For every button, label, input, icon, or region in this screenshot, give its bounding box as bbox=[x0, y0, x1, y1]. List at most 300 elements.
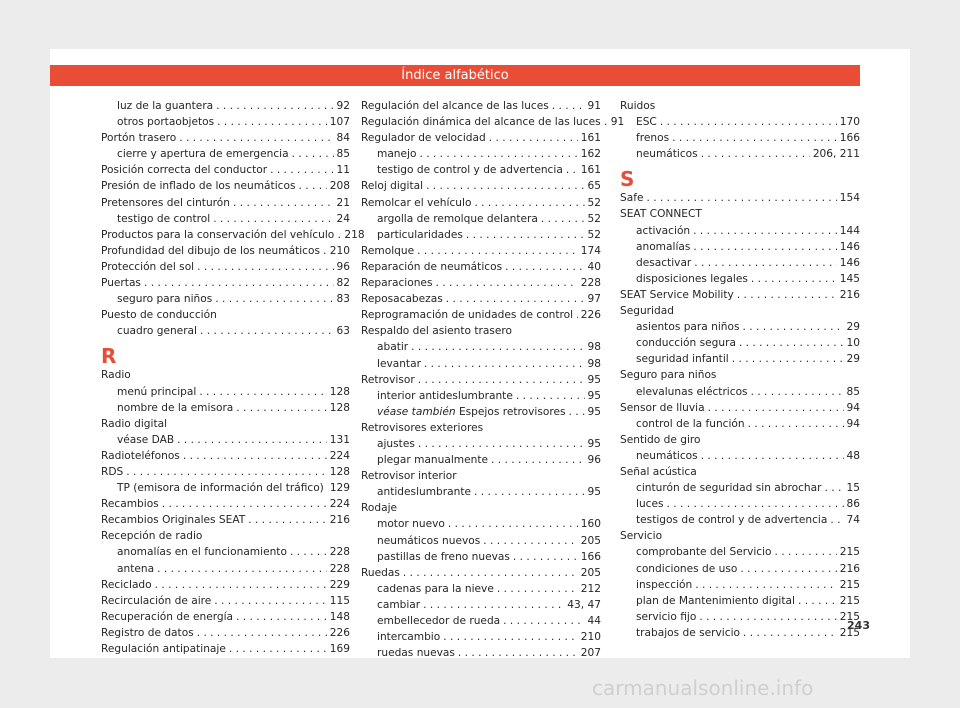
dot-leader bbox=[474, 484, 585, 500]
entry-term: control de la función bbox=[636, 417, 745, 430]
index-subentry bbox=[620, 448, 860, 464]
entry-page: 205 bbox=[580, 534, 601, 547]
entry-page: 216 bbox=[839, 288, 860, 301]
entry-term: cinturón de seguridad sin abrochar bbox=[636, 482, 822, 495]
index-heading: SEAT CONNECT bbox=[620, 208, 702, 221]
entry-page: 24 bbox=[336, 212, 350, 225]
entry-page: 170 bbox=[839, 116, 860, 129]
dot-leader bbox=[541, 211, 585, 227]
see-also-prefix: véase también bbox=[377, 405, 456, 418]
index-entry bbox=[101, 512, 350, 528]
entry-term: Registro de datos bbox=[101, 626, 194, 639]
index-heading: Señal acústica bbox=[620, 465, 697, 478]
index-subentry bbox=[620, 496, 860, 512]
entry-term: anomalías en el funcionamiento bbox=[117, 546, 287, 559]
index-entry bbox=[101, 275, 350, 291]
entry-term: otros portaobjetos bbox=[117, 116, 215, 129]
index-subentry bbox=[361, 339, 601, 355]
entry-term: SEAT Service Mobility bbox=[620, 288, 734, 301]
entry-term: Reloj digital bbox=[361, 180, 424, 193]
entry-term: desactivar bbox=[636, 256, 692, 269]
index-subentry bbox=[620, 239, 860, 255]
index-subentry bbox=[361, 388, 601, 404]
entry-term: testigo de control y de advertencia bbox=[377, 164, 563, 177]
entry-page: 91 bbox=[587, 100, 601, 112]
dot-leader bbox=[418, 436, 585, 452]
entry-page: 95 bbox=[587, 405, 601, 418]
dot-leader bbox=[830, 512, 843, 528]
entry-term: Pretensores del cinturón bbox=[101, 196, 230, 209]
entry-page: 52 bbox=[587, 212, 601, 225]
entry-term: Reparaciones bbox=[361, 277, 433, 290]
dot-leader bbox=[672, 130, 837, 146]
entry-page: 154 bbox=[839, 192, 860, 205]
index-subentry bbox=[620, 351, 860, 367]
entry-page: 65 bbox=[587, 180, 601, 193]
dot-leader bbox=[199, 384, 326, 400]
dot-leader bbox=[458, 645, 578, 661]
entry-page: 48 bbox=[846, 449, 860, 462]
entry-term: disposiciones legales bbox=[636, 272, 748, 285]
entry-term: activación bbox=[636, 224, 691, 237]
page-title: Índice alfabético bbox=[50, 65, 860, 86]
entry-term: neumáticos bbox=[636, 449, 698, 462]
entry-term: Recuperación de energía bbox=[101, 610, 234, 623]
index-subentry bbox=[101, 400, 350, 416]
entry-term: Recambios bbox=[101, 498, 159, 511]
index-entry bbox=[101, 625, 350, 641]
entry-page: 95 bbox=[587, 486, 601, 499]
dot-leader bbox=[177, 432, 327, 448]
dot-leader bbox=[737, 287, 837, 303]
entry-page: 94 bbox=[846, 417, 860, 430]
index-entry bbox=[361, 291, 601, 307]
entry-term: Regulación antipatinaje bbox=[101, 643, 226, 655]
index-heading: Sentido de giro bbox=[620, 433, 701, 446]
index-subentry bbox=[620, 223, 860, 239]
dot-leader bbox=[423, 597, 564, 613]
dot-leader bbox=[568, 404, 584, 420]
dot-leader bbox=[236, 400, 326, 416]
index-subentry bbox=[620, 544, 860, 560]
entry-term: neumáticos nuevos bbox=[377, 534, 481, 547]
dot-leader bbox=[217, 114, 327, 130]
dot-leader bbox=[739, 335, 844, 351]
index-entry bbox=[101, 259, 350, 275]
index-heading: Ruidos bbox=[620, 100, 656, 112]
entry-page: 226 bbox=[580, 309, 601, 322]
dot-leader bbox=[403, 565, 578, 581]
index-subentry bbox=[620, 593, 860, 609]
dot-leader bbox=[298, 178, 326, 194]
dot-leader bbox=[751, 271, 837, 287]
entry-page: 215 bbox=[839, 626, 860, 639]
index-subentry bbox=[620, 255, 860, 271]
entry-term: véase DAB bbox=[117, 433, 175, 446]
index-subentry bbox=[620, 146, 860, 162]
entry-page: 146 bbox=[839, 256, 860, 269]
entry-page: 224 bbox=[329, 498, 350, 511]
dot-leader bbox=[503, 613, 584, 629]
index-entry bbox=[620, 190, 860, 206]
entry-page: 166 bbox=[580, 550, 601, 563]
entry-page: 96 bbox=[587, 454, 601, 467]
index-subentry bbox=[101, 384, 350, 400]
watermark: carmanualsonline.info bbox=[592, 676, 814, 700]
dot-leader bbox=[443, 629, 578, 645]
entry-page: 96 bbox=[336, 260, 350, 273]
index-heading: Rodaje bbox=[361, 502, 398, 515]
index-subentry bbox=[361, 549, 601, 565]
entry-term: testigos de control y de advertencia bbox=[636, 514, 828, 527]
entry-page: 207 bbox=[580, 647, 601, 660]
dot-leader bbox=[214, 593, 326, 609]
entry-term: ESC bbox=[636, 116, 657, 129]
section-letter: R bbox=[101, 344, 117, 369]
index-entry: Productos para la conservación del vehículo . 218 bbox=[101, 228, 365, 241]
entry-page: 63 bbox=[336, 325, 350, 338]
entry-term: antideslumbrante bbox=[377, 486, 471, 499]
entry-page: 107 bbox=[329, 116, 350, 129]
index-subentry bbox=[361, 162, 601, 178]
index-entry bbox=[361, 259, 601, 275]
dot-leader bbox=[505, 259, 584, 275]
dot-leader bbox=[183, 448, 327, 464]
index-subentry bbox=[361, 533, 601, 549]
index-column-1 bbox=[101, 98, 365, 657]
dot-leader bbox=[701, 448, 844, 464]
dot-leader bbox=[552, 98, 585, 114]
entry-page: 92 bbox=[336, 100, 350, 112]
dot-leader bbox=[155, 577, 327, 593]
dot-leader bbox=[411, 339, 584, 355]
dot-leader bbox=[323, 243, 327, 259]
index-subentry bbox=[361, 436, 601, 452]
index-subentry bbox=[361, 146, 601, 162]
index-subentry bbox=[361, 581, 601, 597]
dot-leader bbox=[233, 195, 334, 211]
dot-leader bbox=[516, 388, 585, 404]
index-subentry bbox=[361, 629, 601, 645]
index-subentry bbox=[101, 323, 350, 339]
index-subentry bbox=[101, 146, 350, 162]
index-entry bbox=[361, 307, 601, 323]
dot-leader bbox=[748, 416, 844, 432]
entry-page: 226 bbox=[329, 626, 350, 639]
entry-term: cadenas para la nieve bbox=[377, 582, 494, 595]
dot-leader bbox=[419, 146, 577, 162]
entry-page: 95 bbox=[587, 437, 601, 450]
entry-term: Reposacabezas bbox=[361, 293, 443, 306]
entry-term: Reciclado bbox=[101, 578, 152, 591]
index-entry bbox=[620, 400, 860, 416]
entry-term: pastillas de freno nuevas bbox=[377, 550, 510, 563]
entry-term: asientos para niños bbox=[636, 321, 740, 334]
entry-page: 97 bbox=[587, 293, 601, 306]
index-subentry bbox=[361, 484, 601, 500]
entry-term: motor nuevo bbox=[377, 518, 445, 531]
entry-term: antena bbox=[117, 562, 155, 575]
index-heading: Retrovisor interior bbox=[361, 470, 457, 483]
index-subentry bbox=[620, 384, 860, 400]
index-heading: Seguridad bbox=[620, 305, 674, 318]
entry-term: luces bbox=[636, 498, 664, 511]
dot-leader bbox=[157, 561, 327, 577]
entry-page: 216 bbox=[329, 514, 350, 527]
index-entry bbox=[361, 275, 601, 291]
entry-page: 128 bbox=[329, 465, 350, 478]
index-heading: Seguro para niños bbox=[620, 369, 717, 382]
dot-leader bbox=[418, 372, 585, 388]
entry-page: 131 bbox=[329, 433, 350, 446]
entry-page: 43, 47 bbox=[567, 598, 601, 611]
entry-page: 208 bbox=[329, 180, 350, 193]
dot-leader bbox=[290, 544, 327, 560]
entry-page: 83 bbox=[336, 293, 350, 306]
index-subentry bbox=[101, 480, 350, 496]
entry-page: 228 bbox=[329, 562, 350, 575]
entry-page: 40 bbox=[587, 260, 601, 273]
entry-page: 215 bbox=[839, 546, 860, 559]
index-entry bbox=[361, 243, 601, 259]
entry-page: 215 bbox=[839, 594, 860, 607]
entry-term: cambiar bbox=[377, 598, 421, 611]
index-subentry bbox=[620, 609, 860, 625]
index-entry bbox=[101, 130, 350, 146]
dot-leader bbox=[699, 609, 836, 625]
entry-term: Profundidad del dibujo de los neumáticos bbox=[101, 244, 320, 257]
index-subentry bbox=[361, 613, 601, 629]
index-entry bbox=[101, 641, 350, 657]
index-subentry bbox=[620, 335, 860, 351]
entry-page: 169 bbox=[329, 643, 350, 655]
entry-term: Reparación de neumáticos bbox=[361, 260, 503, 273]
entry-term: servicio fijo bbox=[636, 610, 697, 623]
page-number: 243 bbox=[847, 619, 870, 632]
entry-page: 166 bbox=[839, 132, 860, 145]
index-subentry bbox=[620, 480, 860, 496]
entry-page: 228 bbox=[580, 277, 601, 290]
entry-page: 94 bbox=[846, 401, 860, 414]
index-entry bbox=[101, 162, 350, 178]
dot-leader bbox=[483, 533, 578, 549]
entry-term: abatir bbox=[377, 341, 409, 354]
entry-page: 115 bbox=[329, 594, 350, 607]
dot-leader bbox=[236, 609, 327, 625]
dot-leader bbox=[743, 625, 837, 641]
index-heading: Respaldo del asiento trasero bbox=[361, 325, 513, 338]
entry-page: 52 bbox=[587, 196, 601, 209]
dot-leader bbox=[248, 512, 327, 528]
entry-term: Remolcar el vehículo bbox=[361, 196, 472, 209]
entry-page: 98 bbox=[587, 341, 601, 354]
index-entry bbox=[361, 178, 601, 194]
dot-leader bbox=[448, 516, 578, 532]
entry-page: 161 bbox=[580, 132, 601, 145]
index-subentry bbox=[620, 561, 860, 577]
index-entry bbox=[361, 130, 601, 146]
index-heading: Radio bbox=[101, 369, 131, 382]
dot-leader bbox=[162, 496, 327, 512]
entry-page: 206, 211 bbox=[812, 148, 860, 161]
index-subentry bbox=[101, 98, 350, 114]
entry-term: seguro para niños bbox=[117, 293, 213, 306]
entry-term: Ruedas bbox=[361, 566, 400, 579]
entry-term: plan de Mantenimiento digital bbox=[636, 594, 795, 607]
index-subentry bbox=[101, 432, 350, 448]
entry-page: 95 bbox=[587, 373, 601, 386]
index-subentry bbox=[620, 577, 860, 593]
entry-page: 174 bbox=[580, 244, 601, 257]
entry-page: 215 bbox=[839, 578, 860, 591]
index-subentry bbox=[620, 416, 860, 432]
index-column-2 bbox=[361, 98, 625, 661]
entry-page: 145 bbox=[839, 272, 860, 285]
entry-term: embellecedor de rueda bbox=[377, 615, 501, 627]
entry-term-text: Espejos retrovisores bbox=[458, 405, 566, 418]
dot-leader bbox=[417, 243, 578, 259]
entry-term: Recirculación de aire bbox=[101, 594, 212, 607]
entry-page: 210 bbox=[329, 244, 350, 257]
entry-page: 29 bbox=[846, 321, 860, 334]
entry-page: 129 bbox=[329, 482, 350, 495]
entry-term: menú principal bbox=[117, 385, 197, 398]
entry-page: 52 bbox=[587, 228, 601, 241]
entry-page: 82 bbox=[336, 277, 350, 290]
index-subentry bbox=[101, 291, 350, 307]
entry-page: 85 bbox=[846, 385, 860, 398]
index-entry bbox=[361, 372, 601, 388]
entry-page: 144 bbox=[839, 224, 860, 237]
dot-leader bbox=[292, 146, 334, 162]
index-subentry bbox=[361, 404, 601, 420]
entry-term: Recambios Originales SEAT bbox=[101, 514, 246, 527]
index-subentry bbox=[361, 452, 601, 468]
entry-term: Posición correcta del conductor bbox=[101, 164, 268, 177]
dot-leader bbox=[179, 130, 333, 146]
dot-leader bbox=[732, 351, 844, 367]
index-entry bbox=[101, 496, 350, 512]
entry-term: plegar manualmente bbox=[377, 454, 489, 467]
entry-page: 10 bbox=[846, 337, 860, 350]
entry-term: RDS bbox=[101, 465, 124, 478]
dot-leader bbox=[126, 464, 327, 480]
entry-page: 11 bbox=[336, 164, 350, 177]
entry-term: anomalías bbox=[636, 240, 691, 253]
index-subentry bbox=[620, 130, 860, 146]
entry-term: Reprogramación de unidades de control bbox=[361, 309, 574, 322]
entry-term: argolla de remolque delantera bbox=[377, 212, 538, 225]
entry-page: 21 bbox=[336, 196, 350, 209]
index-heading: Servicio bbox=[620, 530, 663, 543]
entry-term: levantar bbox=[377, 357, 421, 370]
entry-term: Portón trasero bbox=[101, 132, 177, 145]
dot-leader bbox=[197, 625, 327, 641]
index-entry bbox=[101, 577, 350, 593]
entry-page: 215 bbox=[839, 610, 860, 623]
entry-page: 128 bbox=[329, 385, 350, 398]
index-subentry bbox=[361, 356, 601, 372]
dot-leader bbox=[197, 259, 333, 275]
dot-leader bbox=[216, 98, 333, 114]
index-entry bbox=[101, 178, 350, 194]
entry-page: 148 bbox=[329, 610, 350, 623]
dot-leader bbox=[824, 480, 843, 496]
entry-page: 162 bbox=[580, 148, 601, 161]
entry-term: ajustes bbox=[377, 437, 415, 450]
index-subentry bbox=[620, 625, 860, 641]
dot-leader bbox=[660, 114, 837, 130]
entry-term: interior antideslumbrante bbox=[377, 389, 513, 402]
index-subentry bbox=[101, 561, 350, 577]
dot-leader bbox=[474, 195, 584, 211]
dot-leader bbox=[798, 593, 837, 609]
entry-page: 212 bbox=[580, 582, 601, 595]
index-entry bbox=[101, 448, 350, 464]
dot-leader bbox=[435, 275, 577, 291]
index-entry bbox=[101, 195, 350, 211]
dot-leader bbox=[491, 452, 584, 468]
entry-page: 44 bbox=[587, 615, 601, 627]
entry-page: 161 bbox=[580, 164, 601, 177]
index-entry bbox=[361, 98, 601, 114]
index-subentry bbox=[361, 516, 601, 532]
index-entry bbox=[101, 609, 350, 625]
dot-leader bbox=[213, 211, 333, 227]
entry-term: testigo de control bbox=[117, 212, 211, 225]
entry-term: cierre y apertura de emergencia bbox=[117, 148, 289, 161]
index-entry bbox=[101, 593, 350, 609]
entry-term: ruedas nuevas bbox=[377, 647, 455, 660]
index-heading: Radio digital bbox=[101, 417, 168, 430]
dot-leader bbox=[646, 190, 836, 206]
entry-term: Retrovisor bbox=[361, 373, 415, 386]
dot-leader bbox=[424, 356, 585, 372]
index-subentry bbox=[361, 211, 601, 227]
dot-leader bbox=[466, 227, 585, 243]
index-subentry bbox=[361, 227, 601, 243]
dot-leader bbox=[701, 146, 810, 162]
dot-leader bbox=[513, 549, 578, 565]
index-entry bbox=[361, 195, 601, 211]
index-subentry bbox=[361, 645, 601, 661]
entry-term: Safe bbox=[620, 192, 644, 205]
entry-page: 95 bbox=[587, 389, 601, 402]
dot-leader bbox=[489, 130, 578, 146]
dot-leader bbox=[229, 641, 327, 657]
entry-page: 228 bbox=[329, 546, 350, 559]
dot-leader bbox=[270, 162, 333, 178]
dot-leader bbox=[200, 323, 334, 339]
entry-term: condiciones de uso bbox=[636, 562, 738, 575]
dot-leader bbox=[566, 162, 578, 178]
entry-term: nombre de la emisora bbox=[117, 401, 234, 414]
entry-page: 15 bbox=[846, 482, 860, 495]
entry-term: Regulador de velocidad bbox=[361, 132, 486, 145]
entry-term: Sensor de lluvia bbox=[620, 401, 705, 414]
dot-leader bbox=[694, 255, 836, 271]
dot-leader bbox=[576, 307, 578, 323]
dot-leader bbox=[775, 544, 837, 560]
section-letter: S bbox=[620, 167, 635, 192]
dot-leader bbox=[144, 275, 334, 291]
entry-term: Presión de inflado de los neumáticos bbox=[101, 180, 296, 193]
entry-term: elevalunas eléctricos bbox=[636, 385, 748, 398]
index-subentry bbox=[101, 211, 350, 227]
entry-term: manejo bbox=[377, 148, 417, 161]
entry-page: 229 bbox=[329, 578, 350, 591]
dot-leader bbox=[708, 400, 844, 416]
